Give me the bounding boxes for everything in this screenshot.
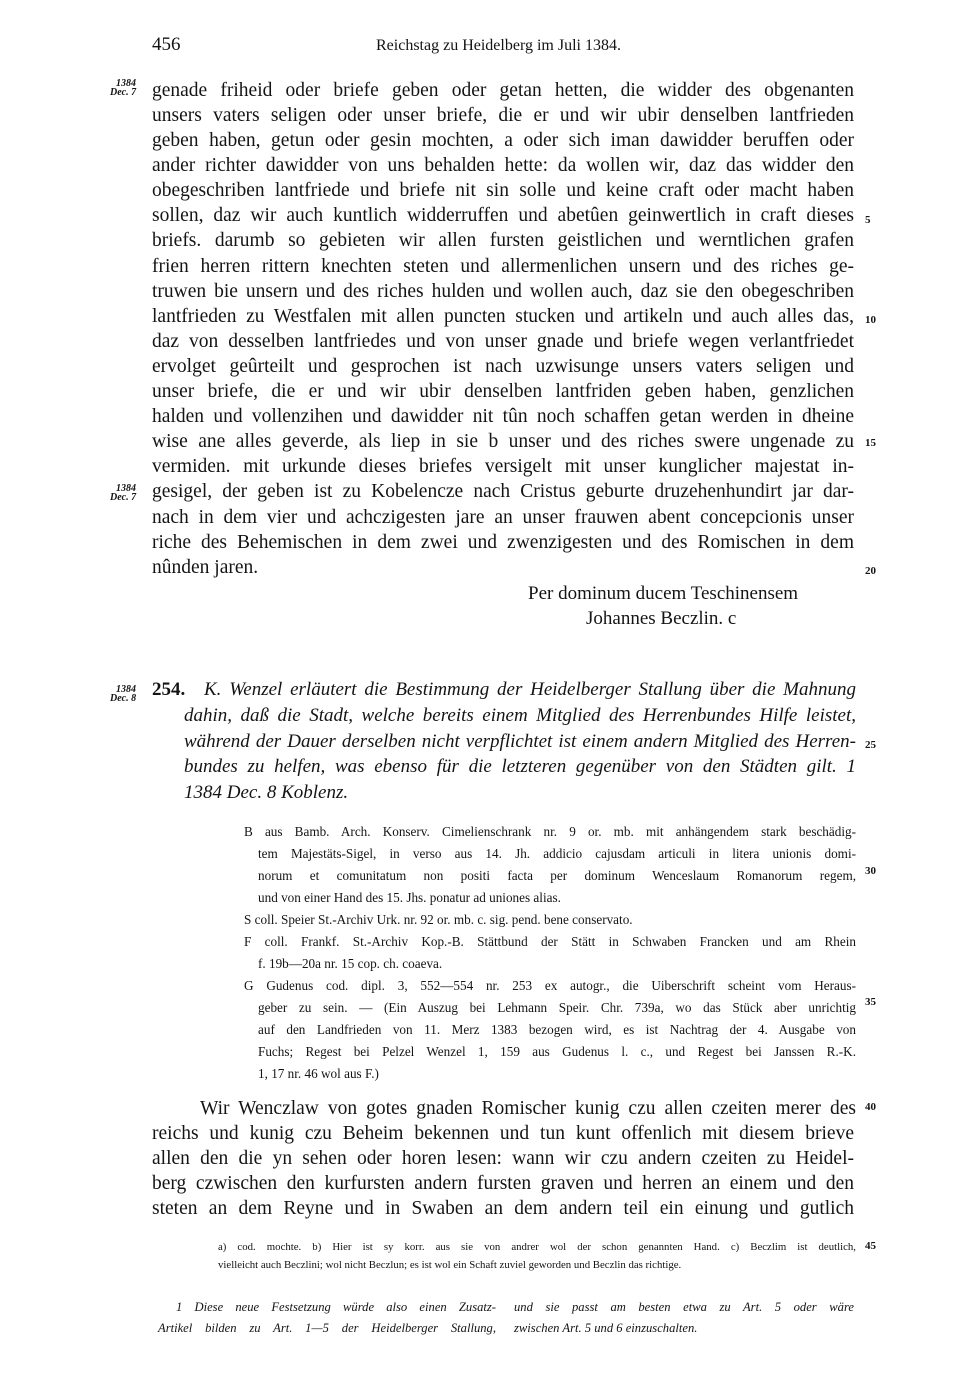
source-line: und von einer Hand des 15. Jhs. ponatur ad uniones alias. — [258, 890, 561, 905]
body-line: briefs. darumb so gebieten wir allen fursten geistlichen und werntlichen grafen — [152, 230, 854, 251]
body-line: ander richter dawidder von uns behalden hette: da wollen wir, daz das widder den — [152, 155, 854, 176]
margin-date-day: Dec. 7 — [110, 87, 137, 98]
body-line: obegeschriben lantfriede und briefe nit sin solle und keine craft oder macht haben — [152, 180, 854, 201]
line-number: 25 — [865, 739, 876, 751]
line-number: 40 — [865, 1101, 876, 1113]
body-line: unser briefe, die er und wir ubir denselben lantfriden geben haben, genzlichen — [152, 381, 854, 402]
line-number: 5 — [865, 214, 871, 226]
margin-date-day: Dec. 8 — [110, 693, 137, 704]
margin-date — [110, 78, 137, 98]
body-line: geben haben, getun oder gesin mochten, a oder sich iman dawidder beruffen oder — [152, 130, 854, 151]
margin-date-year: 1384 — [116, 684, 136, 695]
body-line: daz von desselben lantfriedes und von unser gnade und briefe wegen verlantfriedet — [152, 331, 854, 352]
body-line: gesigel, der geben ist zu Kobelencze nach Cristus geburte druzehenhundirt jar dar- — [152, 481, 854, 502]
margin-date-day: Dec. 7 — [110, 492, 137, 503]
body-line: genade friheid oder briefe geben oder getan hetten, die widder des obgenanten — [152, 80, 854, 101]
margin-date — [110, 684, 137, 704]
body-line: lantfrieden zu Westfalen mit allen puncten stucken und artikeln und auch alles das, — [152, 306, 854, 327]
body-line: unsers vaters seligen oder unser briefe, die er und wir ubir denselben lantfrieden — [152, 105, 854, 126]
heading-line: K. Wenzel erläutert die Bestimmung der Heidelberger Stallung über die Mahnung — [204, 679, 856, 700]
source-line: auf den Landfrieden von 11. Merz 1383 bezogen wird, es ist Nachtrag der 4. Ausgabe von — [258, 1022, 856, 1037]
footnote-line: vielleicht auch Beczlini; wol nicht Beczlun; es ist wol ein Schaft zuviel geworden und Beczlin das richtige. — [218, 1259, 682, 1271]
source-line: Fuchs; Regest bei Pelzel Wenzel 1, 159 aus Gudenus l. c., und Regest bei Janssen R.-K. — [258, 1044, 856, 1059]
signature-name: Johannes Beczlin. c — [586, 608, 737, 629]
document-number — [152, 679, 185, 701]
body-line: allen den die yn sehen oder horen lesen: wann wir czu andern czeiten zu Heidel- — [152, 1148, 854, 1169]
source-line: G Gudenus cod. dipl. 3, 552—554 nr. 253 ex autogr., die Uiberschrift scheint vom Heraus- — [244, 978, 856, 993]
margin-date — [110, 483, 137, 503]
body-line: Wir Wenczlaw von gotes gnaden Romischer kunig czu allen czeiten merer des — [200, 1098, 856, 1119]
body-line: steten an dem Reyne und in Swaben an dem andern teil ein einung und gutlich — [152, 1198, 854, 1219]
heading-line: während der Dauer derselben nicht verpflichtet ist einem andern Mitglied des Herren- — [184, 731, 856, 752]
signature-line: Per dominum ducem Teschinensem — [528, 583, 799, 604]
line-number: 20 — [865, 565, 876, 577]
margin-date-year: 1384 — [116, 483, 136, 494]
source-line: F coll. Frankf. St.-Archiv Kop.-B. Stättbund der Stätt in Schwaben Francken und am Rhein — [244, 934, 856, 949]
line-number: 10 — [865, 314, 876, 326]
source-line: tem Majestäts-Sigel, in verso aus 14. Jh. addicio cajusdam articuli in litera unionis domi- — [258, 846, 856, 861]
body-line: wise ane alles geverde, als liep in sie b unser und des riches swere ungenade zu — [152, 431, 854, 452]
source-line: norum et comunitatum non positi facta per dominum Wenceslaum Romanorum regem, — [258, 868, 856, 883]
source-line: S coll. Speier St.-Archiv Urk. nr. 92 or. mb. c. sig. pend. bene conservato. — [244, 912, 633, 927]
body-line: sollen, daz wir auch kuntlich widderruffen und abetûen geinwertlich in craft dieses — [152, 205, 854, 226]
body-line: nach in dem vier und achczigesten jare an unser frauwen abent concepcionis unser — [152, 507, 854, 528]
source-line: f. 19b—20a nr. 15 cop. ch. coaeva. — [258, 956, 443, 971]
footnote-1-line: und sie passt am besten etwa zu Art. 5 oder wäre — [514, 1300, 854, 1314]
line-number: 30 — [865, 865, 876, 877]
page-number: 456 — [152, 34, 181, 55]
footnote-1-line: 1 Diese neue Festsetzung würde also einen Zusatz- — [176, 1300, 496, 1314]
body-line: riche des Behemischen in dem zwei und zwenzigesten und des Romischen in dem — [152, 532, 854, 553]
footnote-1-line: zwischen Art. 5 und 6 einzuschalten. — [514, 1321, 698, 1335]
heading-line: dahin, daß die Stadt, welche bereits einem Mitglied des Herrenbundes Hilfe leistet, — [184, 705, 856, 726]
source-line: 1, 17 nr. 46 wol aus F.) — [258, 1066, 379, 1081]
footnote-line: a) cod. mochte. b) Hier ist sy korr. aus sie von andrer wol der schon genannten Hand. c) Beczlim ist deutlich, — [218, 1241, 856, 1253]
body-line: truwen bie unsern und des riches hulden und wollen auch, daz sie den obegeschriben — [152, 281, 854, 302]
footnote-1-line: Artikel bilden zu Art. 1—5 der Heidelberger Stallung, — [158, 1321, 496, 1335]
line-number: 35 — [865, 996, 876, 1008]
source-line: geber zu sein. — (Ein Auszug bei Lehmann Speir. Chr. 739a, wo das Stück aber unrichtig — [258, 1000, 856, 1015]
heading-date: 1384 Dec. 8 Koblenz. — [184, 782, 349, 803]
heading-line: bundes zu helfen, was ebenso für die letzteren gegenüber von den Städten gilt. 1 — [184, 756, 856, 777]
body-line: halden und vollenzihen und dawidder nit tûn noch schaffen getan werden in dheine — [152, 406, 854, 427]
margin-date-year: 1384 — [116, 78, 136, 89]
line-number: 15 — [865, 437, 876, 449]
source-line: B aus Bamb. Arch. Konserv. Cimelienschrank nr. 9 or. mb. mit anhängendem stark beschädig- — [244, 824, 856, 839]
body-line: vermiden. mit urkunde dieses briefes versigelt mit unser kunglicher majestat in- — [152, 456, 854, 477]
body-line: ervolget geûrteilt und gesprochen ist nach uzwisunge unsers vaters seligen und — [152, 356, 854, 377]
line-number: 45 — [865, 1240, 876, 1252]
document-number-text: 254. — [152, 679, 186, 700]
body-line: nûnden jaren. — [152, 557, 259, 578]
body-line: berg czwischen den kurfursten andern fursten graven und herren an einem und den — [152, 1173, 854, 1194]
body-line: frien herren rittern knechten steten und allermenlichen unsern und des riches ge- — [152, 256, 854, 277]
running-title: Reichstag zu Heidelberg im Juli 1384. — [376, 37, 621, 54]
body-line: reichs und kunig czu Beheim bekennen und tun kunt offenlich mit diesem brieve — [152, 1123, 854, 1144]
